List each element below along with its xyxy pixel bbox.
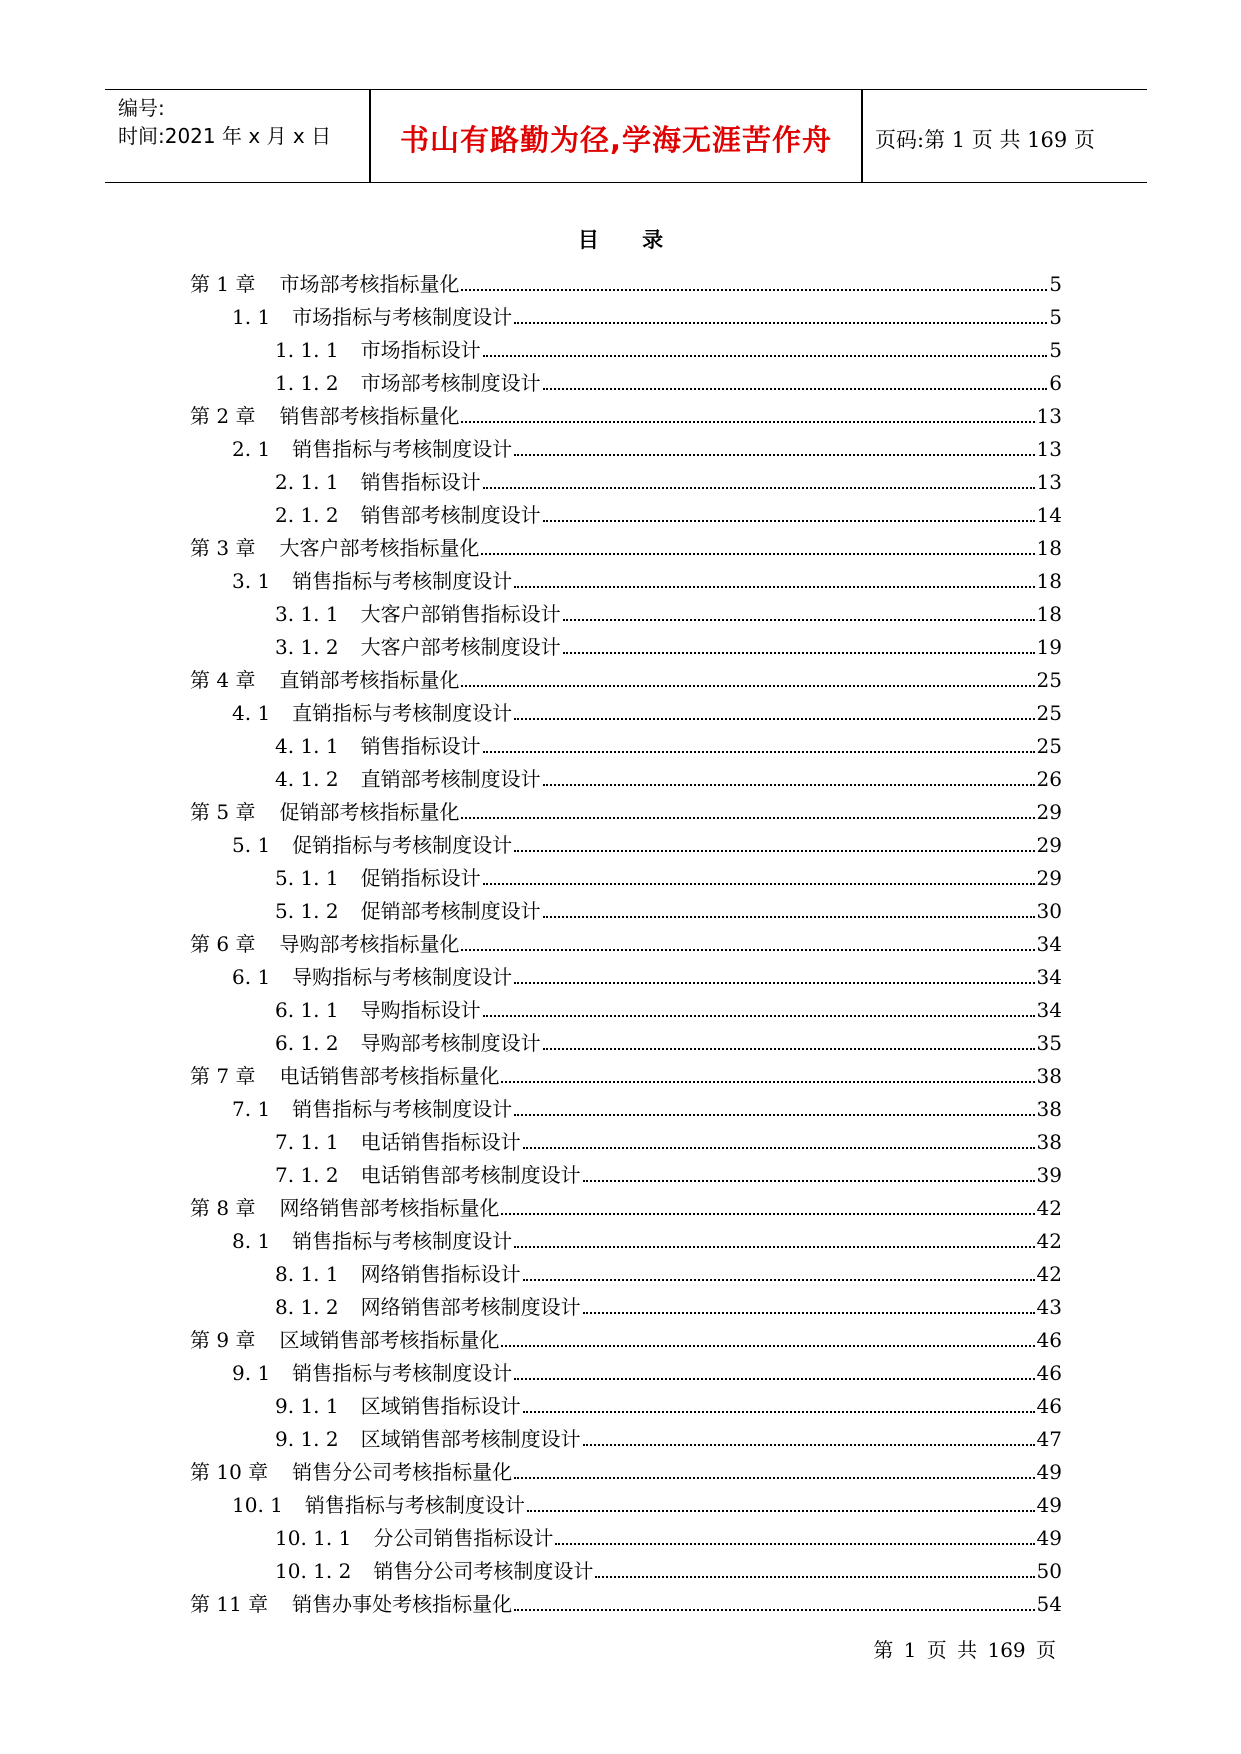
header-meta bbox=[118, 94, 331, 150]
toc-entry-number: 7. 1 bbox=[232, 1097, 271, 1121]
header-divider bbox=[861, 90, 863, 182]
toc-entry-number: 第 2 章 bbox=[190, 404, 256, 428]
toc-entry-page: 49 bbox=[1036, 1493, 1062, 1517]
toc-leader-dots bbox=[514, 718, 1034, 720]
toc-entry[interactable] bbox=[190, 527, 1062, 560]
toc-entry-number: 2. 1. 2 bbox=[275, 503, 339, 527]
toc-entry-page: 18 bbox=[1036, 602, 1062, 626]
toc-entry-page: 35 bbox=[1036, 1031, 1062, 1055]
toc-entry[interactable] bbox=[190, 758, 1062, 791]
toc-entry-title: 销售办事处考核指标量化 bbox=[292, 1592, 513, 1616]
toc-leader-dots bbox=[523, 1147, 1035, 1149]
toc-entry[interactable] bbox=[190, 692, 1062, 725]
toc-entry-number: 第 5 章 bbox=[190, 800, 256, 824]
toc-entry[interactable] bbox=[190, 989, 1062, 1022]
toc-leader-dots bbox=[583, 1180, 1035, 1182]
toc-entry-title: 市场指标与考核制度设计 bbox=[292, 305, 513, 329]
toc-entry-title: 销售指标与考核制度设计 bbox=[292, 437, 513, 461]
toc-leader-dots bbox=[483, 1015, 1035, 1017]
toc-entry-number: 9. 1 bbox=[232, 1361, 271, 1385]
toc-entry-title: 销售指标与考核制度设计 bbox=[292, 1097, 513, 1121]
toc-entry-title: 销售指标设计 bbox=[360, 470, 481, 494]
toc-entry-number: 2. 1 bbox=[232, 437, 271, 461]
table-of-contents bbox=[190, 263, 1062, 1616]
toc-leader-dots bbox=[514, 322, 1047, 324]
toc-entry-number: 4. 1 bbox=[232, 701, 271, 725]
toc-entry[interactable] bbox=[190, 593, 1062, 626]
toc-entry-number: 1. 1. 2 bbox=[275, 371, 339, 395]
toc-entry[interactable] bbox=[190, 857, 1062, 890]
toc-leader-dots bbox=[555, 1543, 1034, 1545]
toc-entry-title: 电话销售部考核制度设计 bbox=[360, 1163, 581, 1187]
toc-leader-dots bbox=[523, 1279, 1035, 1281]
toc-entry-page: 47 bbox=[1036, 1427, 1062, 1451]
toc-entry-number: 9. 1. 1 bbox=[275, 1394, 339, 1418]
toc-entry[interactable] bbox=[190, 659, 1062, 692]
toc-entry[interactable] bbox=[190, 461, 1062, 494]
header-page-info: 页码:第 1 页 共 169 页 bbox=[875, 128, 1095, 152]
toc-entry-page: 38 bbox=[1036, 1130, 1062, 1154]
toc-entry-number: 6. 1. 1 bbox=[275, 998, 339, 1022]
toc-entry-page: 50 bbox=[1036, 1559, 1062, 1583]
toc-entry-page: 25 bbox=[1036, 668, 1062, 692]
toc-entry-title: 促销指标与考核制度设计 bbox=[292, 833, 513, 857]
toc-entry-number: 6. 1 bbox=[232, 965, 271, 989]
toc-entry-page: 14 bbox=[1036, 503, 1062, 527]
toc-entry[interactable] bbox=[190, 263, 1062, 296]
toc-entry[interactable] bbox=[190, 791, 1062, 824]
toc-entry-title: 网络销售部考核制度设计 bbox=[360, 1295, 581, 1319]
toc-entry-page: 49 bbox=[1036, 1460, 1062, 1484]
toc-entry-number: 4. 1. 2 bbox=[275, 767, 339, 791]
toc-entry-number: 第 11 章 bbox=[190, 1592, 269, 1616]
toc-leader-dots bbox=[543, 388, 1048, 390]
toc-entry-page: 46 bbox=[1036, 1361, 1062, 1385]
toc-leader-dots bbox=[483, 883, 1035, 885]
toc-entry-title: 导购指标设计 bbox=[360, 998, 481, 1022]
toc-entry-page: 26 bbox=[1036, 767, 1062, 791]
toc-entry[interactable] bbox=[190, 824, 1062, 857]
toc-entry-title: 市场部考核制度设计 bbox=[360, 371, 541, 395]
toc-entry-title: 导购部考核制度设计 bbox=[360, 1031, 541, 1055]
toc-entry-page: 38 bbox=[1036, 1097, 1062, 1121]
toc-entry[interactable] bbox=[190, 956, 1062, 989]
toc-entry[interactable] bbox=[190, 362, 1062, 395]
toc-entry-page: 43 bbox=[1036, 1295, 1062, 1319]
toc-entry-number: 1. 1. 1 bbox=[275, 338, 339, 362]
toc-leader-dots bbox=[514, 850, 1034, 852]
toc-entry[interactable] bbox=[190, 1451, 1062, 1484]
toc-entry-page: 13 bbox=[1036, 470, 1062, 494]
toc-leader-dots bbox=[501, 1345, 1034, 1347]
toc-entry-title: 直销部考核制度设计 bbox=[360, 767, 541, 791]
toc-entry-page: 34 bbox=[1036, 932, 1062, 956]
toc-leader-dots bbox=[483, 355, 1048, 357]
toc-entry-title: 市场指标设计 bbox=[360, 338, 481, 362]
toc-entry[interactable] bbox=[190, 1154, 1062, 1187]
toc-entry-number: 3. 1 bbox=[232, 569, 271, 593]
header-number-label: 编号: bbox=[118, 96, 165, 120]
toc-entry[interactable] bbox=[190, 1187, 1062, 1220]
toc-entry[interactable] bbox=[190, 1319, 1062, 1352]
toc-entry[interactable] bbox=[190, 1253, 1062, 1286]
toc-leader-dots bbox=[563, 619, 1035, 621]
toc-entry-page: 42 bbox=[1036, 1262, 1062, 1286]
toc-leader-dots bbox=[483, 487, 1035, 489]
toc-entry-number: 8. 1. 1 bbox=[275, 1262, 339, 1286]
toc-entry-title: 销售指标与考核制度设计 bbox=[304, 1493, 525, 1517]
toc-entry-page: 42 bbox=[1036, 1196, 1062, 1220]
toc-entry-page: 49 bbox=[1036, 1526, 1062, 1550]
toc-entry[interactable] bbox=[190, 1385, 1062, 1418]
toc-entry-page: 13 bbox=[1036, 437, 1062, 461]
toc-leader-dots bbox=[461, 949, 1034, 951]
toc-entry[interactable] bbox=[190, 1286, 1062, 1319]
toc-leader-dots bbox=[514, 1378, 1034, 1380]
toc-entry-page: 18 bbox=[1036, 569, 1062, 593]
toc-entry[interactable] bbox=[190, 1550, 1062, 1583]
toc-entry-title: 销售指标与考核制度设计 bbox=[292, 1361, 513, 1385]
toc-entry-title: 网络销售部考核指标量化 bbox=[279, 1196, 500, 1220]
toc-entry-page: 13 bbox=[1036, 404, 1062, 428]
toc-entry-title: 市场部考核指标量化 bbox=[279, 272, 460, 296]
toc-entry[interactable] bbox=[190, 329, 1062, 362]
toc-entry-title: 直销部考核指标量化 bbox=[279, 668, 460, 692]
toc-entry-number: 第 10 章 bbox=[190, 1460, 269, 1484]
toc-leader-dots bbox=[514, 1477, 1034, 1479]
toc-leader-dots bbox=[501, 1081, 1034, 1083]
toc-entry-number: 5. 1. 2 bbox=[275, 899, 339, 923]
toc-leader-dots bbox=[514, 1114, 1034, 1116]
toc-leader-dots bbox=[461, 421, 1034, 423]
toc-entry-title: 大客户部销售指标设计 bbox=[360, 602, 561, 626]
toc-entry-page: 46 bbox=[1036, 1328, 1062, 1352]
toc-entry-page: 5 bbox=[1049, 272, 1062, 296]
toc-entry-number: 第 7 章 bbox=[190, 1064, 256, 1088]
toc-entry-title: 促销指标设计 bbox=[360, 866, 481, 890]
toc-entry-number: 第 3 章 bbox=[190, 536, 256, 560]
toc-entry-page: 54 bbox=[1036, 1592, 1062, 1616]
toc-leader-dots bbox=[501, 1213, 1034, 1215]
toc-entry[interactable] bbox=[190, 890, 1062, 923]
toc-entry-number: 8. 1. 2 bbox=[275, 1295, 339, 1319]
toc-entry[interactable] bbox=[190, 428, 1062, 461]
toc-entry-title: 销售指标设计 bbox=[360, 734, 481, 758]
toc-leader-dots bbox=[523, 1411, 1035, 1413]
toc-entry-page: 46 bbox=[1036, 1394, 1062, 1418]
toc-entry-number: 4. 1. 1 bbox=[275, 734, 339, 758]
toc-leader-dots bbox=[543, 784, 1035, 786]
toc-entry-number: 8. 1 bbox=[232, 1229, 271, 1253]
toc-entry-title: 导购指标与考核制度设计 bbox=[292, 965, 513, 989]
toc-entry-number: 7. 1. 2 bbox=[275, 1163, 339, 1187]
toc-leader-dots bbox=[583, 1444, 1035, 1446]
toc-entry-title: 销售部考核指标量化 bbox=[279, 404, 460, 428]
toc-entry-number: 6. 1. 2 bbox=[275, 1031, 339, 1055]
header-motto: 书山有路勤为径,学海无涯苦作舟 bbox=[399, 123, 833, 157]
toc-entry-title: 区域销售部考核指标量化 bbox=[279, 1328, 500, 1352]
toc-entry-page: 29 bbox=[1036, 800, 1062, 824]
toc-entry-page: 5 bbox=[1049, 305, 1062, 329]
toc-entry-page: 30 bbox=[1036, 899, 1062, 923]
toc-entry-number: 10. 1 bbox=[232, 1493, 283, 1517]
toc-entry-page: 34 bbox=[1036, 998, 1062, 1022]
toc-entry-number: 3. 1. 2 bbox=[275, 635, 339, 659]
toc-entry-title: 销售分公司考核指标量化 bbox=[292, 1460, 513, 1484]
toc-entry-title: 网络销售指标设计 bbox=[360, 1262, 521, 1286]
toc-entry-page: 38 bbox=[1036, 1064, 1062, 1088]
toc-entry-page: 19 bbox=[1036, 635, 1062, 659]
toc-entry-page: 42 bbox=[1036, 1229, 1062, 1253]
toc-entry[interactable] bbox=[190, 923, 1062, 956]
toc-leader-dots bbox=[514, 982, 1034, 984]
page-header bbox=[105, 89, 1147, 183]
toc-entry[interactable] bbox=[190, 1517, 1062, 1550]
toc-entry[interactable] bbox=[190, 1583, 1062, 1616]
toc-entry-title: 电话销售指标设计 bbox=[360, 1130, 521, 1154]
toc-entry-page: 39 bbox=[1036, 1163, 1062, 1187]
toc-entry-page: 34 bbox=[1036, 965, 1062, 989]
toc-entry[interactable] bbox=[190, 1484, 1062, 1517]
toc-entry-number: 9. 1. 2 bbox=[275, 1427, 339, 1451]
toc-entry-number: 1. 1 bbox=[232, 305, 271, 329]
toc-leader-dots bbox=[483, 751, 1035, 753]
toc-leader-dots bbox=[461, 685, 1034, 687]
toc-entry-number: 5. 1. 1 bbox=[275, 866, 339, 890]
toc-leader-dots bbox=[595, 1576, 1034, 1578]
toc-entry-page: 29 bbox=[1036, 866, 1062, 890]
toc-entry-page: 18 bbox=[1036, 536, 1062, 560]
toc-entry-title: 销售指标与考核制度设计 bbox=[292, 1229, 513, 1253]
page-footer: 第 1 页 共 169 页 bbox=[873, 1638, 1056, 1662]
toc-leader-dots bbox=[543, 1048, 1035, 1050]
toc-entry-title: 销售分公司考核制度设计 bbox=[373, 1559, 594, 1583]
toc-entry-number: 7. 1. 1 bbox=[275, 1130, 339, 1154]
toc-leader-dots bbox=[543, 916, 1035, 918]
toc-entry-number: 第 8 章 bbox=[190, 1196, 256, 1220]
toc-entry-page: 25 bbox=[1036, 734, 1062, 758]
toc-entry[interactable] bbox=[190, 1352, 1062, 1385]
toc-leader-dots bbox=[514, 1609, 1034, 1611]
toc-entry-number: 10. 1. 1 bbox=[275, 1526, 352, 1550]
toc-entry-title: 大客户部考核指标量化 bbox=[279, 536, 480, 560]
toc-leader-dots bbox=[543, 520, 1035, 522]
toc-entry-number: 2. 1. 1 bbox=[275, 470, 339, 494]
toc-entry[interactable] bbox=[190, 1022, 1062, 1055]
toc-entry-number: 10. 1. 2 bbox=[275, 1559, 352, 1583]
toc-title: 目 录 bbox=[577, 228, 682, 252]
toc-entry-title: 直销指标与考核制度设计 bbox=[292, 701, 513, 725]
toc-entry[interactable] bbox=[190, 395, 1062, 428]
toc-entry[interactable] bbox=[190, 725, 1062, 758]
toc-leader-dots bbox=[563, 652, 1035, 654]
toc-leader-dots bbox=[527, 1510, 1035, 1512]
toc-leader-dots bbox=[514, 1246, 1034, 1248]
toc-entry[interactable] bbox=[190, 626, 1062, 659]
toc-entry[interactable] bbox=[190, 1088, 1062, 1121]
toc-entry-number: 第 9 章 bbox=[190, 1328, 256, 1352]
toc-entry[interactable] bbox=[190, 1121, 1062, 1154]
toc-entry-title: 销售部考核制度设计 bbox=[360, 503, 541, 527]
toc-leader-dots bbox=[461, 817, 1034, 819]
toc-entry-number: 5. 1 bbox=[232, 833, 271, 857]
toc-leader-dots bbox=[481, 553, 1034, 555]
toc-leader-dots bbox=[514, 454, 1034, 456]
toc-entry-title: 销售指标与考核制度设计 bbox=[292, 569, 513, 593]
toc-entry-page: 5 bbox=[1049, 338, 1062, 362]
toc-entry-page: 29 bbox=[1036, 833, 1062, 857]
toc-entry-number: 3. 1. 1 bbox=[275, 602, 339, 626]
header-time-label: 时间:2021 年 x 月 x 日 bbox=[118, 124, 332, 148]
toc-entry[interactable] bbox=[190, 494, 1062, 527]
toc-entry-title: 促销部考核指标量化 bbox=[279, 800, 460, 824]
toc-entry-number: 第 4 章 bbox=[190, 668, 256, 692]
toc-entry[interactable] bbox=[190, 296, 1062, 329]
toc-entry-page: 25 bbox=[1036, 701, 1062, 725]
toc-entry-page: 6 bbox=[1049, 371, 1062, 395]
toc-entry[interactable] bbox=[190, 560, 1062, 593]
toc-entry[interactable] bbox=[190, 1418, 1062, 1451]
toc-entry-title: 分公司销售指标设计 bbox=[373, 1526, 554, 1550]
toc-entry-number: 第 1 章 bbox=[190, 272, 256, 296]
toc-entry-title: 电话销售部考核指标量化 bbox=[279, 1064, 500, 1088]
toc-leader-dots bbox=[583, 1312, 1035, 1314]
toc-leader-dots bbox=[514, 586, 1034, 588]
toc-entry[interactable] bbox=[190, 1055, 1062, 1088]
toc-entry-title: 促销部考核制度设计 bbox=[360, 899, 541, 923]
toc-leader-dots bbox=[461, 289, 1047, 291]
toc-entry-title: 大客户部考核制度设计 bbox=[360, 635, 561, 659]
toc-entry[interactable] bbox=[190, 1220, 1062, 1253]
toc-entry-title: 区域销售指标设计 bbox=[360, 1394, 521, 1418]
toc-entry-number: 第 6 章 bbox=[190, 932, 256, 956]
toc-entry-title: 区域销售部考核制度设计 bbox=[360, 1427, 581, 1451]
toc-entry-title: 导购部考核指标量化 bbox=[279, 932, 460, 956]
